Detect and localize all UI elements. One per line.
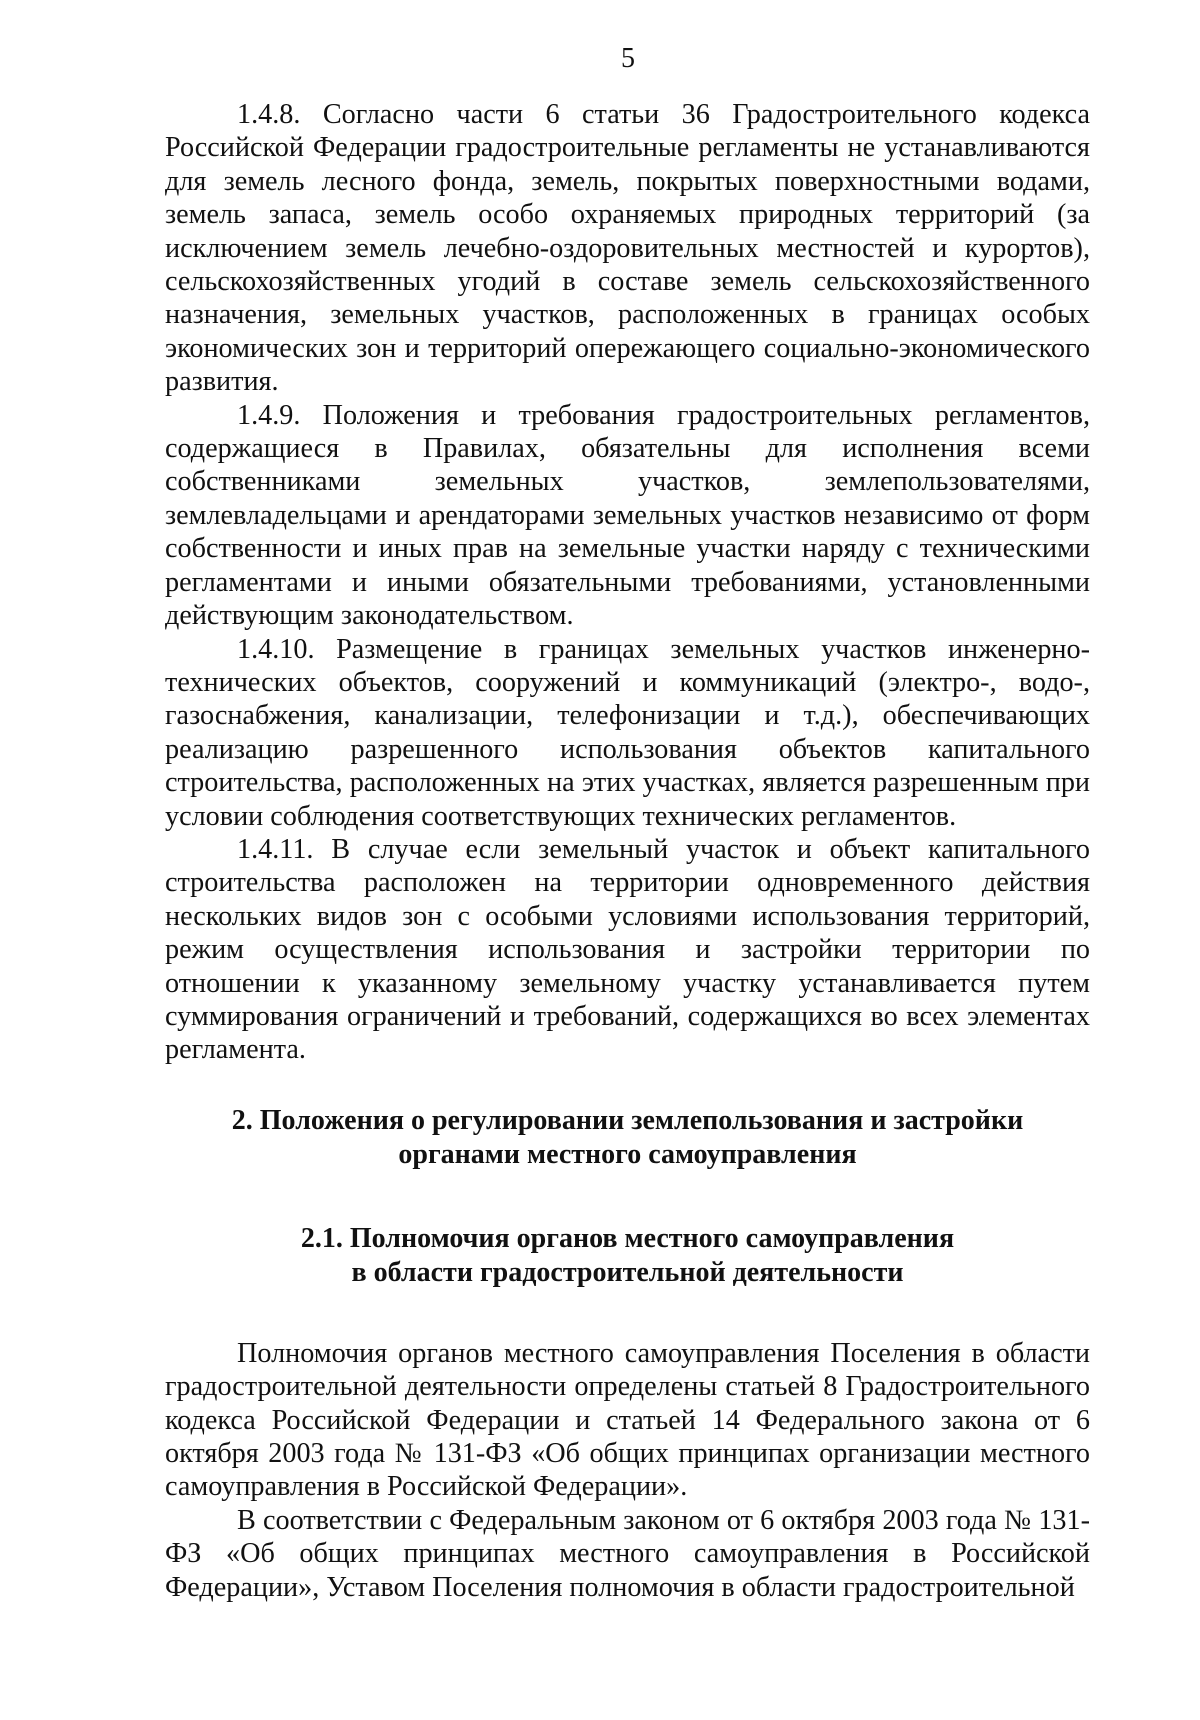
- subsection-heading-line-2: в области градостроительной деятельности: [351, 1256, 904, 1288]
- paragraph-powers-law: В соответствии с Федеральным законом от 6 октября 2003 года № 131-ФЗ «Об общих принципах местного самоуправления в Российской Федерации», Уставом Поселения полномочия в области градостроительной: [165, 1504, 1090, 1603]
- subsection-heading-line-1: 2.1. Полномочия органов местного самоуправления: [300, 1222, 955, 1254]
- section-heading-line-2: органами местного самоуправления: [398, 1138, 857, 1170]
- paragraph-1-4-8: 1.4.8. Согласно части 6 статьи 36 Градостроительного кодекса Российской Федерации градостроительные регламенты не устанавливаются для земель лесного фонда, земель, покрытых поверхностными водами, земель запаса, земель особо охраняемых природных территорий (за исключением земель лечебно-оздоровительных местностей и курортов), сельскохозяйственных угодий в составе земель сельскохозяйственного назначения, земельных участков, расположенных в границах особых экономических зон и территорий опережающего социально-экономического развития.: [165, 99, 1090, 398]
- subsection-heading: [165, 1222, 1090, 1290]
- paragraph-1-4-11: 1.4.11. В случае если земельный участок и объект капитального строительства расположен на территории одновременного действия нескольких видов зон с особыми условиями использования территорий, режим осуществления использования и застройки территории по отношении к указанному земельному участку устанавливается путем суммирования ограничений и требований, содержащихся во всех элементах регламента.: [165, 833, 1090, 1066]
- paragraph-powers-definition: Полномочия органов местного самоуправления Поселения в области градостроительной деятельности определены статьей 8 Градостроительного кодекса Российской Федерации и статьей 14 Федерального закона от 6 октября 2003 года № 131-ФЗ «Об общих принципах организации местного самоуправления в Российской Федерации».: [165, 1337, 1090, 1503]
- section-heading: [165, 1104, 1090, 1172]
- paragraph-1-4-10: 1.4.10. Размещение в границах земельных участков инженерно-технических объектов, сооружений и коммуникаций (электро-, водо-, газоснабжения, канализации, телефонизации и т.д.), обеспечивающих реализацию разрешенного использования объектов капитального строительства, расположенных на этих участках, является разрешенным при условии соблюдения соответствующих технических регламентов.: [165, 633, 1090, 832]
- section-heading-line-1: 2. Положения о регулировании землепользования и застройки: [231, 1104, 1024, 1136]
- document-body: [165, 98, 1090, 1604]
- page-number: 5: [621, 43, 635, 74]
- paragraph-1-4-9: 1.4.9. Положения и требования градостроительных регламентов, содержащиеся в Правилах, обязательны для исполнения всеми собственниками земельных участков, землепользователями, землевладельцами и арендаторами земельных участков независимо от форм собственности и иных прав на земельные участки наряду с техническими регламентами и иными обязательными требованиями, установленными действующим законодательством.: [165, 399, 1090, 632]
